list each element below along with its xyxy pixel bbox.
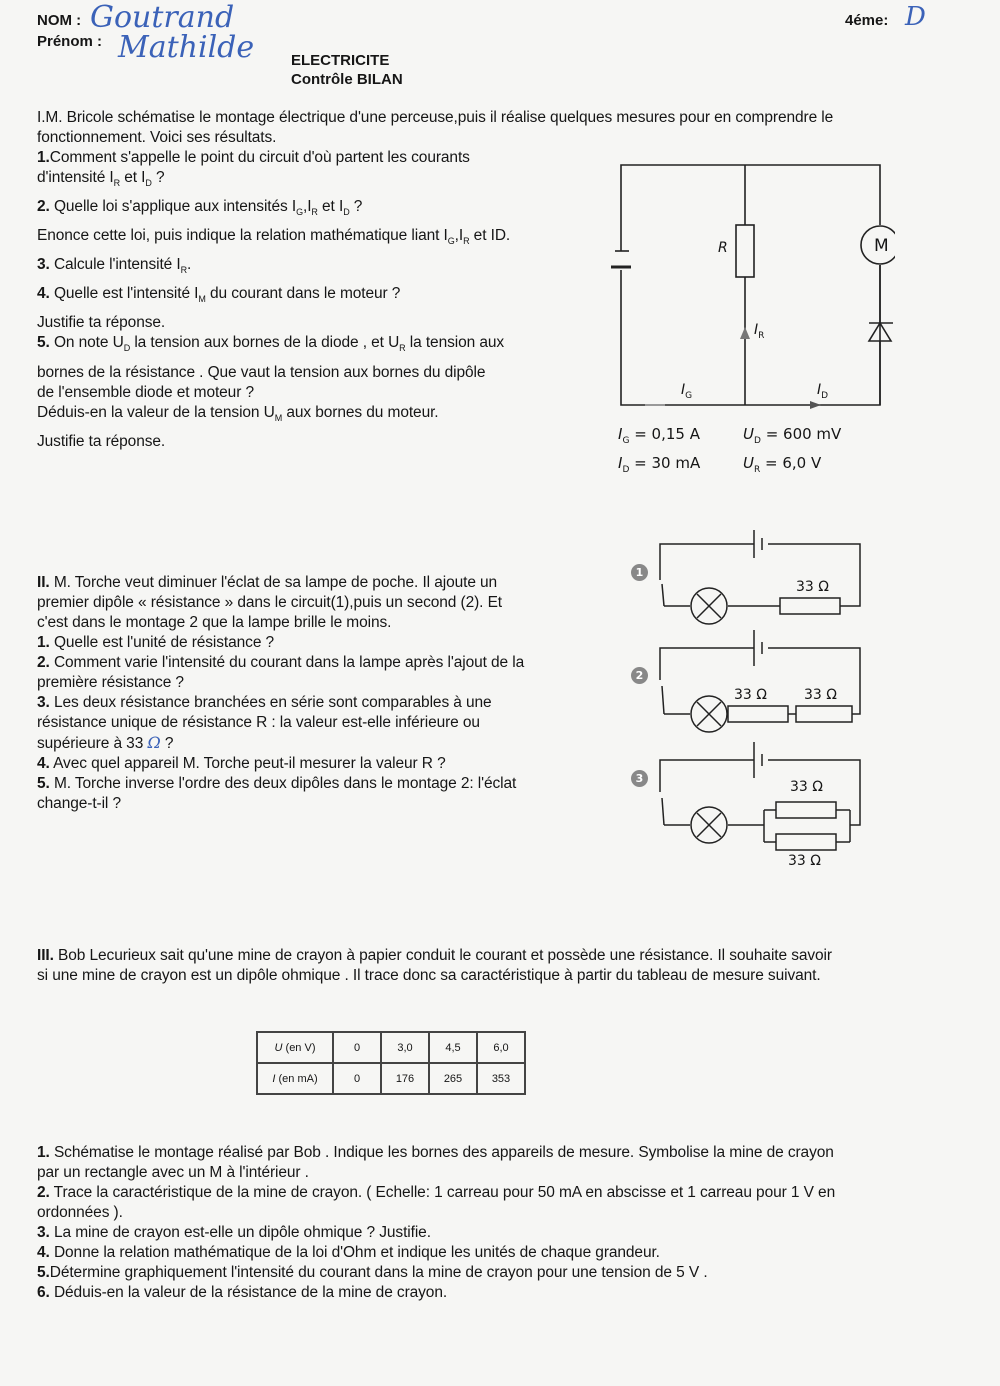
resistor-1: [780, 598, 840, 614]
circuit-badge-1: 1: [631, 564, 648, 581]
p3-q2-text: Trace la caractéristique de la mine de crayon. ( Echelle: 1 carreau pour 50 mA en abscisse et 1 carreau pour 1 V en: [49, 1184, 836, 1201]
id-symbol: I: [817, 382, 822, 398]
sub-r: R: [113, 178, 121, 189]
sub-g: G: [296, 207, 303, 218]
prenom-label: Prénom :: [37, 33, 103, 50]
q5-text-g: aux bornes du moteur.: [282, 403, 439, 421]
page-title: ELECTRICITE: [291, 52, 390, 69]
ig-sym: I: [618, 425, 623, 443]
resistor-2a: [728, 706, 788, 722]
resistor-3a: [776, 802, 836, 818]
ur-value: = 6,0 V: [760, 454, 822, 472]
p2-q5-number: 5.: [37, 775, 50, 792]
part1-intro-2: fonctionnement. Voici ses résultats.: [37, 129, 277, 146]
q1-text-b: d'intensité I: [37, 169, 114, 186]
sub-g: G: [447, 236, 455, 247]
u-unit: (en V): [282, 1041, 316, 1054]
q5-text-e: de l'ensemble diode et moteur ?: [37, 383, 254, 401]
q5-text-f: Déduis-en la valeur de la tension U: [37, 403, 275, 421]
part3-intro-2: si une mine de crayon est un dipôle ohmique . Il trace donc sa caractéristique à partir du tableau de mesure suivant.: [37, 967, 821, 984]
p3-q6-number: 6.: [37, 1284, 50, 1301]
part2-intro-1: M. Torche veut diminuer l'éclat de sa lampe de poche. Il ajoute un: [49, 574, 498, 591]
sub-m: M: [198, 294, 206, 305]
p3-q4-number: 4.: [37, 1244, 50, 1261]
id-arrow: [810, 401, 821, 409]
ir-sub: R: [758, 330, 765, 341]
p2-q3-number: 3.: [37, 694, 50, 711]
q5-text-d: bornes de la résistance . Que vaut la tension aux bornes du dipôle: [37, 363, 486, 381]
q4-number: 4.: [37, 285, 50, 303]
table-cell: 3,0: [381, 1032, 429, 1063]
page-subtitle: Contrôle BILAN: [291, 71, 403, 88]
ud-sub: D: [753, 436, 761, 446]
p2-q3-text: Les deux résistance branchées en série sont comparables à une: [49, 694, 492, 711]
p2-q2-number: 2.: [37, 654, 50, 671]
table-cell: 6,0: [477, 1032, 525, 1063]
p2-q4-number: 4.: [37, 755, 50, 772]
q2-text-b: ,I: [303, 198, 312, 216]
part3-intro: [37, 946, 967, 986]
ud-sym: U: [743, 425, 754, 443]
class-label: 4éme:: [845, 12, 889, 29]
p3-q5-text: Détermine graphiquement l'intensité du courant dans la mine de crayon pour une tension de 5 V .: [49, 1264, 708, 1281]
circuit2-resistor-b-label: 33 Ω: [804, 687, 837, 703]
sub-r: R: [463, 236, 470, 247]
p2-q1-text: Quelle est l'unité de résistance ?: [49, 634, 275, 651]
q2-text-d: ?: [349, 198, 363, 216]
p2-q3-text-b: résistance unique de résistance R : la valeur est-elle inférieure ou: [37, 714, 480, 731]
table-cell: 4,5: [429, 1032, 477, 1063]
q5-text-h: Justifie ta réponse.: [37, 432, 166, 450]
p2-q2-text-b: première résistance ?: [37, 674, 184, 691]
ig-symbol: I: [681, 382, 686, 398]
q4-text-c: Justifie ta réponse.: [37, 314, 166, 332]
p3-q5-number: 5.: [37, 1264, 50, 1281]
p3-q1-number: 1.: [37, 1144, 50, 1161]
class-handwritten: D: [905, 2, 926, 32]
sub-d: D: [343, 207, 350, 218]
id-sym: I: [618, 454, 623, 472]
measure-ig: [618, 425, 700, 446]
id-meas-sub: D: [622, 465, 630, 475]
table-cell: 265: [429, 1063, 477, 1094]
part2-number: II.: [37, 574, 50, 591]
q1-number: 1.: [37, 149, 50, 166]
id-value: = 30 mA: [629, 454, 701, 472]
q1-text-c: et I: [120, 169, 146, 186]
q2-text-e: Enonce cette loi, puis indique la relation mathématique liant I: [37, 227, 448, 245]
q1-text-d: ?: [151, 169, 165, 186]
ig-label: [681, 382, 692, 401]
q5-number: 5.: [37, 334, 50, 352]
ud-value: = 600 mV: [760, 425, 842, 443]
part2-intro-3: c'est dans le montage 2 que la lampe brille le moins.: [37, 614, 392, 631]
circuit-badge-2: 2: [631, 667, 648, 684]
q2-text-f: ,I: [454, 227, 464, 245]
q4-text-b: du courant dans le moteur ?: [205, 285, 401, 303]
drill-circuit-diagram: [605, 155, 895, 415]
sub-d: D: [145, 178, 152, 189]
id-label: [817, 382, 828, 401]
part2-intro-2: premier dipôle « résistance » dans le circuit(1),puis un second (2). Et: [37, 594, 503, 611]
q3-text-b: .: [187, 256, 192, 274]
q3-number: 3.: [37, 256, 50, 274]
q2-text-g: et ID.: [469, 227, 511, 245]
sub-r: R: [399, 343, 406, 354]
circuit3-resistor-a-label: 33 Ω: [790, 779, 823, 795]
r-label: R: [718, 240, 728, 256]
resistor-r: [736, 225, 754, 277]
measure-id: [618, 454, 700, 475]
p3-q3-text: La mine de crayon est-elle un dipôle ohmique ? Justifie.: [49, 1224, 431, 1241]
sub-d: D: [123, 343, 131, 354]
p3-q4-text: Donne la relation mathématique de la loi d'Ohm et indique les unités de chaque grandeur.: [49, 1244, 660, 1261]
p3-q1-text: Schématise le montage réalisé par Bob . Indique les bornes des appareils de mesure. Symbolise la mine de crayon: [49, 1144, 834, 1161]
circuit1-resistor-label: 33 Ω: [796, 579, 829, 595]
p2-q5-text-b: change-t-il ?: [37, 795, 121, 812]
p2-q1-number: 1.: [37, 634, 50, 651]
p3-q3-number: 3.: [37, 1224, 50, 1241]
table-cell: 0: [333, 1032, 381, 1063]
q2-text: Quelle loi s'applique aux intensités I: [49, 198, 297, 216]
circuit-badge-3: 3: [631, 770, 648, 787]
u-symbol: U: [274, 1041, 283, 1054]
table-header-i: [257, 1063, 333, 1094]
ohm-handwritten: Ω: [147, 733, 161, 752]
sub-m: M: [274, 412, 283, 423]
id-sub: D: [821, 390, 829, 401]
q5-text: On note U: [49, 334, 124, 352]
ur-sub: R: [753, 465, 761, 475]
motor-label: M: [874, 236, 889, 256]
p2-q3-text-d: ?: [160, 735, 174, 752]
q5-text-b: la tension aux bornes de la diode , et U: [130, 334, 400, 352]
p3-q2-text-b: ordonnées ).: [37, 1204, 123, 1221]
ig-meas-sub: G: [622, 436, 630, 446]
ig-sub: G: [685, 390, 693, 401]
resistor-2b: [796, 706, 852, 722]
p3-q2-number: 2.: [37, 1184, 50, 1201]
measure-ud: [743, 425, 841, 446]
measurement-table: [256, 1031, 526, 1095]
nom-handwritten: Goutrand: [90, 0, 235, 35]
ir-label: [754, 322, 764, 341]
ur-sym: U: [743, 454, 754, 472]
part1-intro-1: I.M. Bricole schématise le montage électrique d'une perceuse,puis il réalise quelques mesures pour en comprendre le: [37, 109, 834, 126]
table-cell: 176: [381, 1063, 429, 1094]
sub-r: R: [180, 265, 187, 276]
circuit2-resistor-a-label: 33 Ω: [734, 687, 767, 703]
p3-q6-text: Déduis-en la valeur de la résistance de la mine de crayon.: [49, 1284, 448, 1301]
nom-label: NOM :: [37, 12, 82, 29]
q2-text-c: et I: [317, 198, 344, 216]
part3-questions: [37, 1143, 967, 1303]
q1-text: Comment s'appelle le point du circuit d'où partent les courants: [49, 149, 470, 166]
p2-q5-text: M. Torche inverse l'ordre des deux dipôles dans le montage 2: l'éclat: [49, 775, 517, 792]
i-unit: (en mA): [275, 1072, 318, 1085]
p3-q1-text-b: par un rectangle avec un M à l'intérieur .: [37, 1164, 309, 1181]
resistor-3b: [776, 834, 836, 850]
ir-symbol: I: [754, 322, 759, 338]
table-row-u: [257, 1032, 525, 1063]
table-cell: 0: [333, 1063, 381, 1094]
q5-text-c: la tension aux: [405, 334, 505, 352]
sub-r: R: [311, 207, 318, 218]
table-header-u: [257, 1032, 333, 1063]
p2-q4-text: Avec quel appareil M. Torche peut-il mesurer la valeur R ?: [49, 755, 446, 772]
part2-text: [37, 573, 597, 814]
q2-number: 2.: [37, 198, 50, 216]
prenom-handwritten: Mathilde: [118, 30, 255, 65]
part3-intro-1: Bob Lecurieux sait qu'une mine de crayon à papier conduit le courant et possède une résistance. Il souhaite savoir: [53, 947, 832, 964]
measure-ur: [743, 454, 821, 475]
ig-value: = 0,15 A: [629, 425, 700, 443]
table-row-i: [257, 1063, 525, 1094]
p2-q2-text: Comment varie l'intensité du courant dans la lampe après l'ajout de la: [49, 654, 525, 671]
circuit3-resistor-b-label: 33 Ω: [788, 853, 821, 869]
q3-text: Calcule l'intensité I: [49, 256, 181, 274]
table-cell: 353: [477, 1063, 525, 1094]
i-symbol: I: [272, 1072, 276, 1085]
q4-text: Quelle est l'intensité I: [49, 285, 199, 303]
part3-number: III.: [37, 947, 54, 964]
ir-arrow: [740, 327, 750, 339]
p2-q3-text-c: supérieure à 33: [37, 735, 144, 752]
